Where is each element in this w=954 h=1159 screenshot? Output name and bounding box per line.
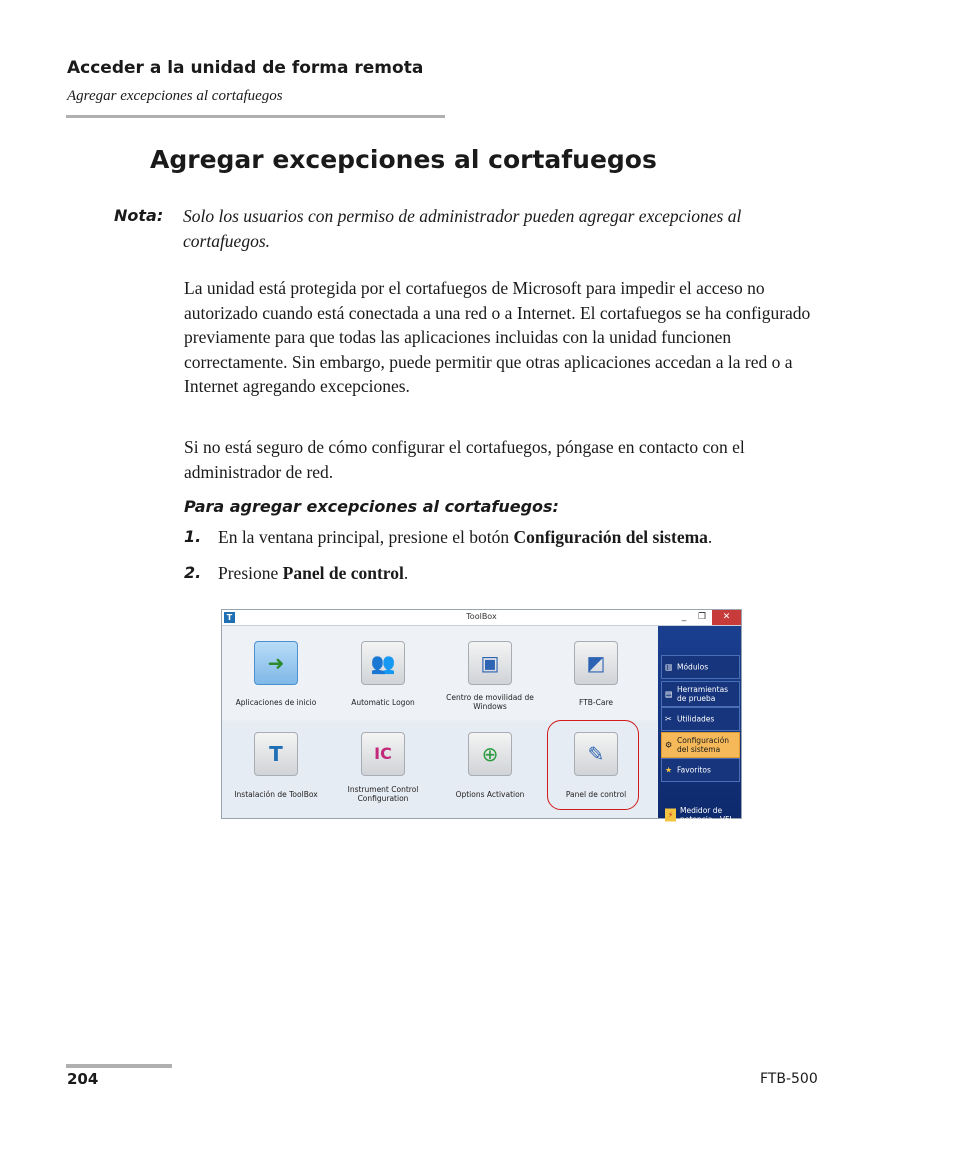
- ftb-care-icon: ◩: [586, 651, 606, 675]
- sidebar-item-modulos[interactable]: ▥ Módulos: [661, 655, 740, 679]
- header-rule: [66, 115, 445, 118]
- step-1-number: 1.: [184, 527, 202, 546]
- sidebar-item-favoritos[interactable]: ★ Favoritos: [661, 758, 740, 782]
- users-icon: 👥: [370, 651, 396, 675]
- note-text: Solo los usuarios con permiso de administrador pueden agregar excepciones al cortafuegos.: [183, 206, 742, 251]
- paragraph-1: La unidad está protegida por el cortafuegos de Microsoft para impedir el acceso no autorizado cuando está conectada a una red o a Internet. El cortafuegos se ha configurado previamente para que todas las aplicaciones incluidas con la unidad funcionen correctamente. Sin embargo, puede permitir que otras aplicaciones accedan a la red o a Internet agregando excepciones.: [184, 278, 811, 397]
- page-number: 204: [67, 1070, 99, 1088]
- note-label: Nota:: [114, 206, 164, 225]
- running-header-title: Acceder a la unidad de forma remota: [67, 58, 424, 78]
- product-model: FTB-500: [760, 1071, 818, 1087]
- test-tools-icon: ▤: [665, 689, 673, 699]
- mobility-center-icon: ▣: [480, 651, 500, 675]
- app-grid: ➜ Aplicaciones de inicio 👥 Automatic Logon ▣ Centro de movilidad de Windows ◩ FTB-Care T Instalación de ToolBox IC Instrument Control Configuration ⊕ Options Activation ✎ Panel de control: [222, 626, 657, 818]
- highlight-circle: [547, 720, 639, 810]
- control-panel-icon: ✎: [587, 742, 605, 766]
- minimize-button[interactable]: _: [681, 612, 687, 622]
- close-button[interactable]: ✕: [712, 610, 741, 625]
- sidebar-item-configuracion[interactable]: ⚙ Configuración del sistema: [661, 732, 740, 758]
- instrument-control-icon: IC: [374, 744, 392, 763]
- sidebar-item-utilidades[interactable]: ✂ Utilidades: [661, 707, 740, 731]
- modules-icon: ▥: [665, 662, 673, 672]
- footer-rule: [66, 1064, 172, 1068]
- utilities-icon: ✂: [665, 714, 672, 724]
- window-title: ToolBox: [466, 612, 497, 621]
- running-header-subtitle: Agregar excepciones al cortafuegos: [67, 88, 283, 104]
- sidebar-item-medidor[interactable]: ⚡ Medidor de potencia - VFL: [661, 801, 740, 829]
- procedure-title: Para agregar excepciones al cortafuegos:: [184, 497, 559, 516]
- page-title: Agregar excepciones al cortafuegos: [150, 145, 657, 174]
- step-2-bold: Panel de control: [282, 563, 404, 583]
- step-2-number: 2.: [184, 563, 202, 582]
- star-icon: ★: [665, 765, 673, 775]
- gear-icon: ⚙: [665, 740, 673, 750]
- step-2-text: Presione Panel de control.: [218, 563, 409, 583]
- window-title-bar: [222, 610, 741, 626]
- power-meter-icon: ⚡: [665, 809, 676, 822]
- toolbox-install-icon: T: [269, 742, 283, 766]
- sidebar-item-herramientas[interactable]: ▤ Herramientas de prueba: [661, 681, 740, 707]
- toolbox-logo-icon: T: [224, 612, 235, 623]
- maximize-button[interactable]: ❐: [697, 612, 707, 622]
- step-1-bold: Configuración del sistema: [513, 527, 708, 547]
- toolbox-window: [221, 609, 742, 824]
- sidebar: [658, 626, 741, 824]
- paragraph-2: Si no está seguro de cómo configurar el cortafuegos, póngase en contacto con el administrador de red.: [184, 437, 745, 482]
- step-1-text: En la ventana principal, presione el botón Configuración del sistema.: [218, 527, 713, 547]
- startup-apps-icon: ➜: [267, 651, 285, 675]
- options-activation-icon: ⊕: [481, 742, 499, 766]
